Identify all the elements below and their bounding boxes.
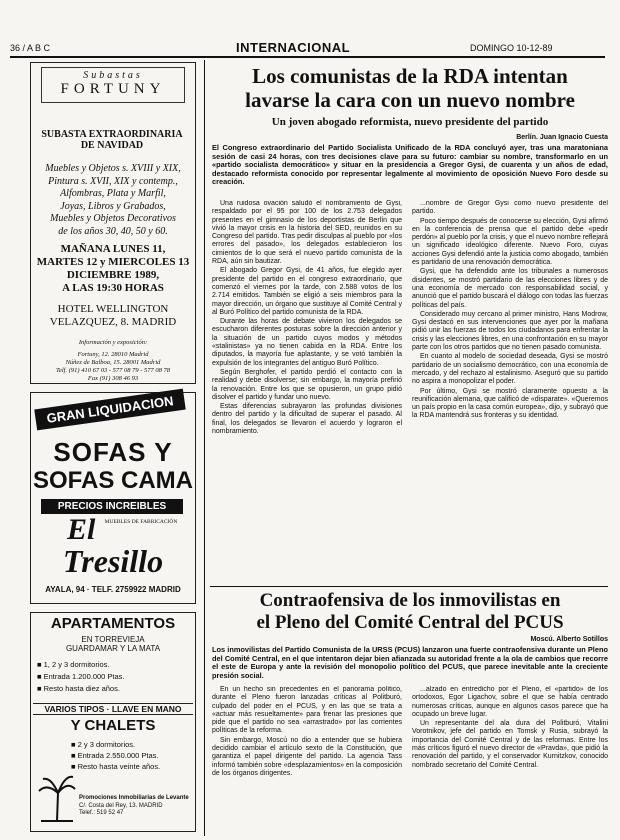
article2-headline-line1: Contraofensiva de los inmovilistas en: [259, 590, 561, 611]
apart-item: ■ Entrada 1.200.000 Ptas.: [37, 672, 125, 681]
fortuny-item: Muebles y Objetos s. XVIII y XIX,: [45, 163, 181, 174]
column-separator: [204, 60, 205, 836]
apart-agency-name: Promociones Inmobiliarias de Levante: [79, 795, 189, 801]
chalets-item: ■ Entrada 2.550.000 Ptas.: [71, 751, 159, 760]
apart-items: [37, 659, 187, 695]
fortuny-date: A LAS 19:30 HORAS: [62, 282, 164, 294]
article2-byline: Moscú. Alberto Sotillos: [530, 636, 608, 643]
apart-agency-phone: Telef.: 519 52 47: [79, 810, 124, 816]
fortuny-logo: [41, 67, 185, 103]
article1-paragraph: Poco tiempo después de conocerse su elección, Gysi afirmó en la conferencia de prensa que el partido debe «pedir perdón» al pueblo por la crisis, y que el nuevo nombre reflejará un significado ideológico diferente. Nuevo Foro, cuyas acciones Gysi defendió ante la justicia como abogado, también es partidario de una renovación democrática.: [412, 217, 608, 267]
apart-item-text: Resto hasta diez años.: [43, 684, 120, 693]
fortuny-venue: [33, 303, 193, 329]
chalets-item-text: Entrada 2.550.000 Ptas.: [77, 751, 159, 760]
chalets-item: ■ Resto hasta veinte años.: [71, 762, 161, 771]
article1-paragraph: En cuanto al modelo de sociedad deseada, Gysi se mostró partidario de un socialismo democrático, con una economía de mercado, y del rechazo al estalinismo. Aseguró que su partido no aspira a monopolizar el poder.: [412, 353, 608, 386]
sofas-banner: GRAN LIQUIDACION: [34, 389, 185, 431]
apart-item: ■ 1, 2 y 3 dormitorios.: [37, 660, 110, 669]
article1-paragraph: ...nombre de Gregor Gysi como nuevo presidente del partido.: [412, 200, 608, 216]
page-date: DOMINGO 10-12-89: [470, 43, 553, 53]
fortuny-title-2: DE NAVIDAD: [80, 140, 144, 151]
chalets-item: ■ 2 y 3 dormitorios.: [71, 740, 136, 749]
fortuny-item: de los años 30, 40, 50 y 60.: [58, 225, 168, 237]
page-folio: 36 / A B C: [10, 43, 51, 53]
chalets-item-text: 2 y 3 dormitorios.: [77, 740, 136, 749]
article2-col1: [212, 686, 402, 832]
apart-location-1: EN TORREVIEJA: [81, 635, 145, 644]
article2-paragraph: Sin embargo, Moscú no dio a entender que se hubiera decidido cambiar el artículo sexto de la Constitución, que garantiza el papel dirigente del partido. La agencia Tass informó también sobre «desplazamientos» en la composición de los órganos dirigentes.: [212, 736, 402, 777]
fortuny-title-1: SUBASTA EXTRAORDINARIA: [41, 129, 183, 140]
apart-item-text: Entrada 1.200.000 Ptas.: [43, 672, 125, 681]
chalets-item-text: Resto hasta veinte años.: [77, 762, 161, 771]
article1-headline: [210, 64, 610, 112]
article1-subhead: Un joven abogado reformista, nuevo presidente del partido: [271, 116, 549, 128]
chalets-items: [71, 739, 191, 772]
apart-mid: VARIOS TIPOS · LLAVE EN MANO: [33, 703, 193, 715]
sofas-brand-top: El: [67, 513, 96, 546]
sofas-prices: PRECIOS INCREIBLES: [41, 499, 183, 514]
article2-headline: [210, 590, 610, 634]
fortuny-venue-line: HOTEL WELLINGTON: [57, 303, 169, 315]
fortuny-date: MAÑANA LUNES 11,: [60, 243, 166, 255]
apart-title: APARTAMENTOS: [50, 615, 176, 632]
fortuny-info: [33, 339, 193, 383]
apart-item: ■ Resto hasta diez años.: [37, 684, 120, 693]
article1-headline-line1: Los comunistas de la RDA intentan: [252, 64, 568, 88]
article1-paragraph: Una ruidosa ovación saludó el nombramiento de Gysi, respaldado por el 95 por 100 de los 2.753 delegados presentes en el gimnasio de los deportistas de Berlín que vivió la mayor crisis en la historia del SED, reunidos en su Congreso del partido. Tras pedir disculpas al pueblo por «los errores del pasado», los delegados establecieron los cimientos de lo que será el nuevo partido comunista de la RDA, aún sin bautizar.: [212, 200, 402, 266]
article1-col1: [212, 200, 402, 580]
article2-paragraph: ...alzado en entredicho por el Pleno, el «partido» de los ortodoxos, Egor Ligachov, sobre el que se había centrado numerosas críticas, aunque en algunos casos parece que ha ocupado un breve lugar.: [412, 686, 608, 718]
fortuny-info-title: Información y exposición:: [78, 339, 148, 346]
article2-headline-line2: el Pleno del Comité Central del PCUS: [256, 612, 564, 633]
fortuny-item: Alfombras, Plata y Marfil,: [60, 188, 166, 199]
fortuny-brand-name: FORTUNY: [60, 81, 166, 97]
sofas-ad: [30, 392, 196, 604]
fortuny-brand-top: Subastas: [83, 70, 143, 81]
apartamentos-ad: [30, 612, 196, 832]
apart-location-2: GUARDAMAR Y LA MATA: [65, 644, 161, 653]
palm-tree-icon: [37, 773, 77, 823]
fortuny-info-line: Fortuny, 12. 28010 Madrid: [77, 351, 149, 358]
fortuny-venue-line: VELAZQUEZ, 8. MADRID: [49, 316, 177, 328]
article1-paragraph: Según Berghofer, el partido perdió el contacto con la realidad y debe disolverse; sin embargo, la mayoría prefirió la renovación. Entre los que se opusieron, un grupo pidió disolver el partido y fundar uno nuevo.: [212, 368, 402, 401]
sofas-address: AYALA, 94 · TELF. 2759922 MADRID: [45, 585, 181, 594]
article1-headline-line2: lavarse la cara con un nuevo nombre: [245, 88, 575, 112]
article1-paragraph: Durante las horas de debate vivieron los delegados se escucharon diferentes posturas sobre la dirección anterior y la situación de un partido cuyos modos y métodos «stalinistas» ya no tienen cabida en la RDA. Entre los diputados, la mayoría fue aplastante, y se votó también la expulsión de los integrantes del antiguo Buró Político.: [212, 318, 402, 367]
fortuny-item: Pintura s. XVII, XIX y contemp.,: [48, 175, 178, 187]
fortuny-item: Joyas, Libros y Grabados,: [60, 200, 166, 212]
fortuny-info-line: Fax (91) 308 46 93: [87, 375, 139, 382]
fortuny-items: [35, 163, 191, 238]
article1-paragraph: Por último, Gysi se mostró claramente opuesto a la reunificación alemana, que calificó de «disparate». «Queremos un país propio en la casa común europea», dijo, y subrayó que la RDA mantendrá sus fronteras y su identidad.: [412, 387, 608, 420]
header-rule: [10, 56, 605, 58]
fortuny-info-line: Telf. (91) 410 67 03 - 577 08 79 - 577 08 78: [55, 367, 171, 374]
article1-paragraph: Considerado muy cercano al primer ministro, Hans Modrow, Gysi destacó en sus intervenciones que ayer por la mañana pidió unir las fuerzas de todos los ciudadanos para enfrentar la crisis y las elecciones libres, en una confrontación en su mayor parte con los otros partidos que no tienen pasado comunista.: [412, 310, 608, 352]
article1-paragraph: Gysi, que ha defendido ante los tribunales a numerosos disidentes, se mostró partidario de las elecciones libres y de una economía de mercado con responsabilidad social, y anunció que el partido buscará el diálogo con todas las fuerzas políticas del país.: [412, 268, 608, 309]
section-title: INTERNACIONAL: [236, 40, 351, 55]
fortuny-item: Muebles y Objetos Decorativos: [50, 213, 176, 224]
article1-lead: El Congreso extraordinario del Partido Socialista Unificado de la RDA concluyó ayer, tras una maratoniana sesión de casi 24 horas, con tres decisiones clave para su futuro: cambiar su nombre, transformarlo en un «partido socialista democrático» y situar en la presidencia a Gregor Gysi, de cuarenta y un años de edad, destacado reformista conocido por representar legalmente al movimiento de oposición Nuevo Foro desde su creación.: [212, 143, 608, 187]
article1-paragraph: El abogado Gregor Gysi, de 41 años, fue elegido ayer presidente del partido en el congreso extraordinario, que comenzó el viernes por la tarde, con 2.588 votos de los 2.714 emitidos. También se eligió a seis miembros para la mayor dirección, un órgano que sustituye al Comité Central y al Buró Político del partido comunista de la RDA.: [212, 267, 402, 316]
article1-byline: Berlín. Juan Ignacio Cuesta: [516, 134, 608, 141]
apart-agency: [79, 795, 193, 818]
fortuny-dates: [33, 243, 193, 295]
sofas-line1: SOFAS Y: [53, 437, 173, 467]
article2-paragraph: Un representante del ala dura del Politburó, Vitalini Vorotnikov, jefe del partido en Tomsk y Rusia, subrayó la importancia del Comité Central y de las reformas. Entre los más críticos figuró el nuevo director de «Pravda», que pidió la renovación del partido, y el conservador Kurnitzkov, conocido nombrado secretario del Comité Central.: [412, 720, 608, 769]
sofas-line2: SOFAS CAMA: [32, 467, 193, 494]
article1-col2: [412, 200, 608, 580]
fortuny-date: MARTES 12 y MIERCOLES 13: [36, 256, 190, 268]
fortuny-date: DICIEMBRE 1989,: [66, 269, 160, 281]
apart-item-text: 1, 2 y 3 dormitorios.: [43, 660, 110, 669]
fortuny-ad: [30, 62, 196, 384]
article2-paragraph: En un hecho sin precedentes en el panorama político, durante el Pleno fueron lanzadas críticas al Politburó, culpado del poder en el PCUS, y en las que se trata a «actuar más resueltamente» para frenar las presiones que pide que el partido no sea «arrastrado» por las corrientes políticas de la reforma.: [212, 686, 402, 735]
article2-lead: Los inmovilistas del Partido Comunista de la URSS (PCUS) lanzaron una fuerte contraofensiva durante un Pleno del Comité Central, en el que intentaron dejar bien afianzada su autoridad frente a la ola de cambios que recorre el este de Europa y ante la revisión del monopolio político del PCUS, que parece inevitable ante la creciente presión social.: [212, 645, 608, 680]
article1-paragraph: Estas diferencias subrayaron las profundas divisiones dentro del partido y la dificultad de superar el pasado. Al final, los delegados se llevaron el acuerdo y lograron el nombramiento.: [212, 403, 402, 436]
article-separator: [210, 586, 608, 587]
sofas-brand-bottom: Tresillo: [62, 543, 164, 579]
fortuny-info-line: Núñez de Balboa, 15. 28001 Madrid: [65, 359, 161, 366]
sofas-tagline: MUEBLES DE FABRICACIÓN: [104, 519, 178, 525]
article2-col2: [412, 686, 608, 832]
apart-agency-address: C/. Costa del Rey, 13. MADRID: [79, 802, 163, 809]
chalets-title: Y CHALETS: [70, 717, 156, 734]
